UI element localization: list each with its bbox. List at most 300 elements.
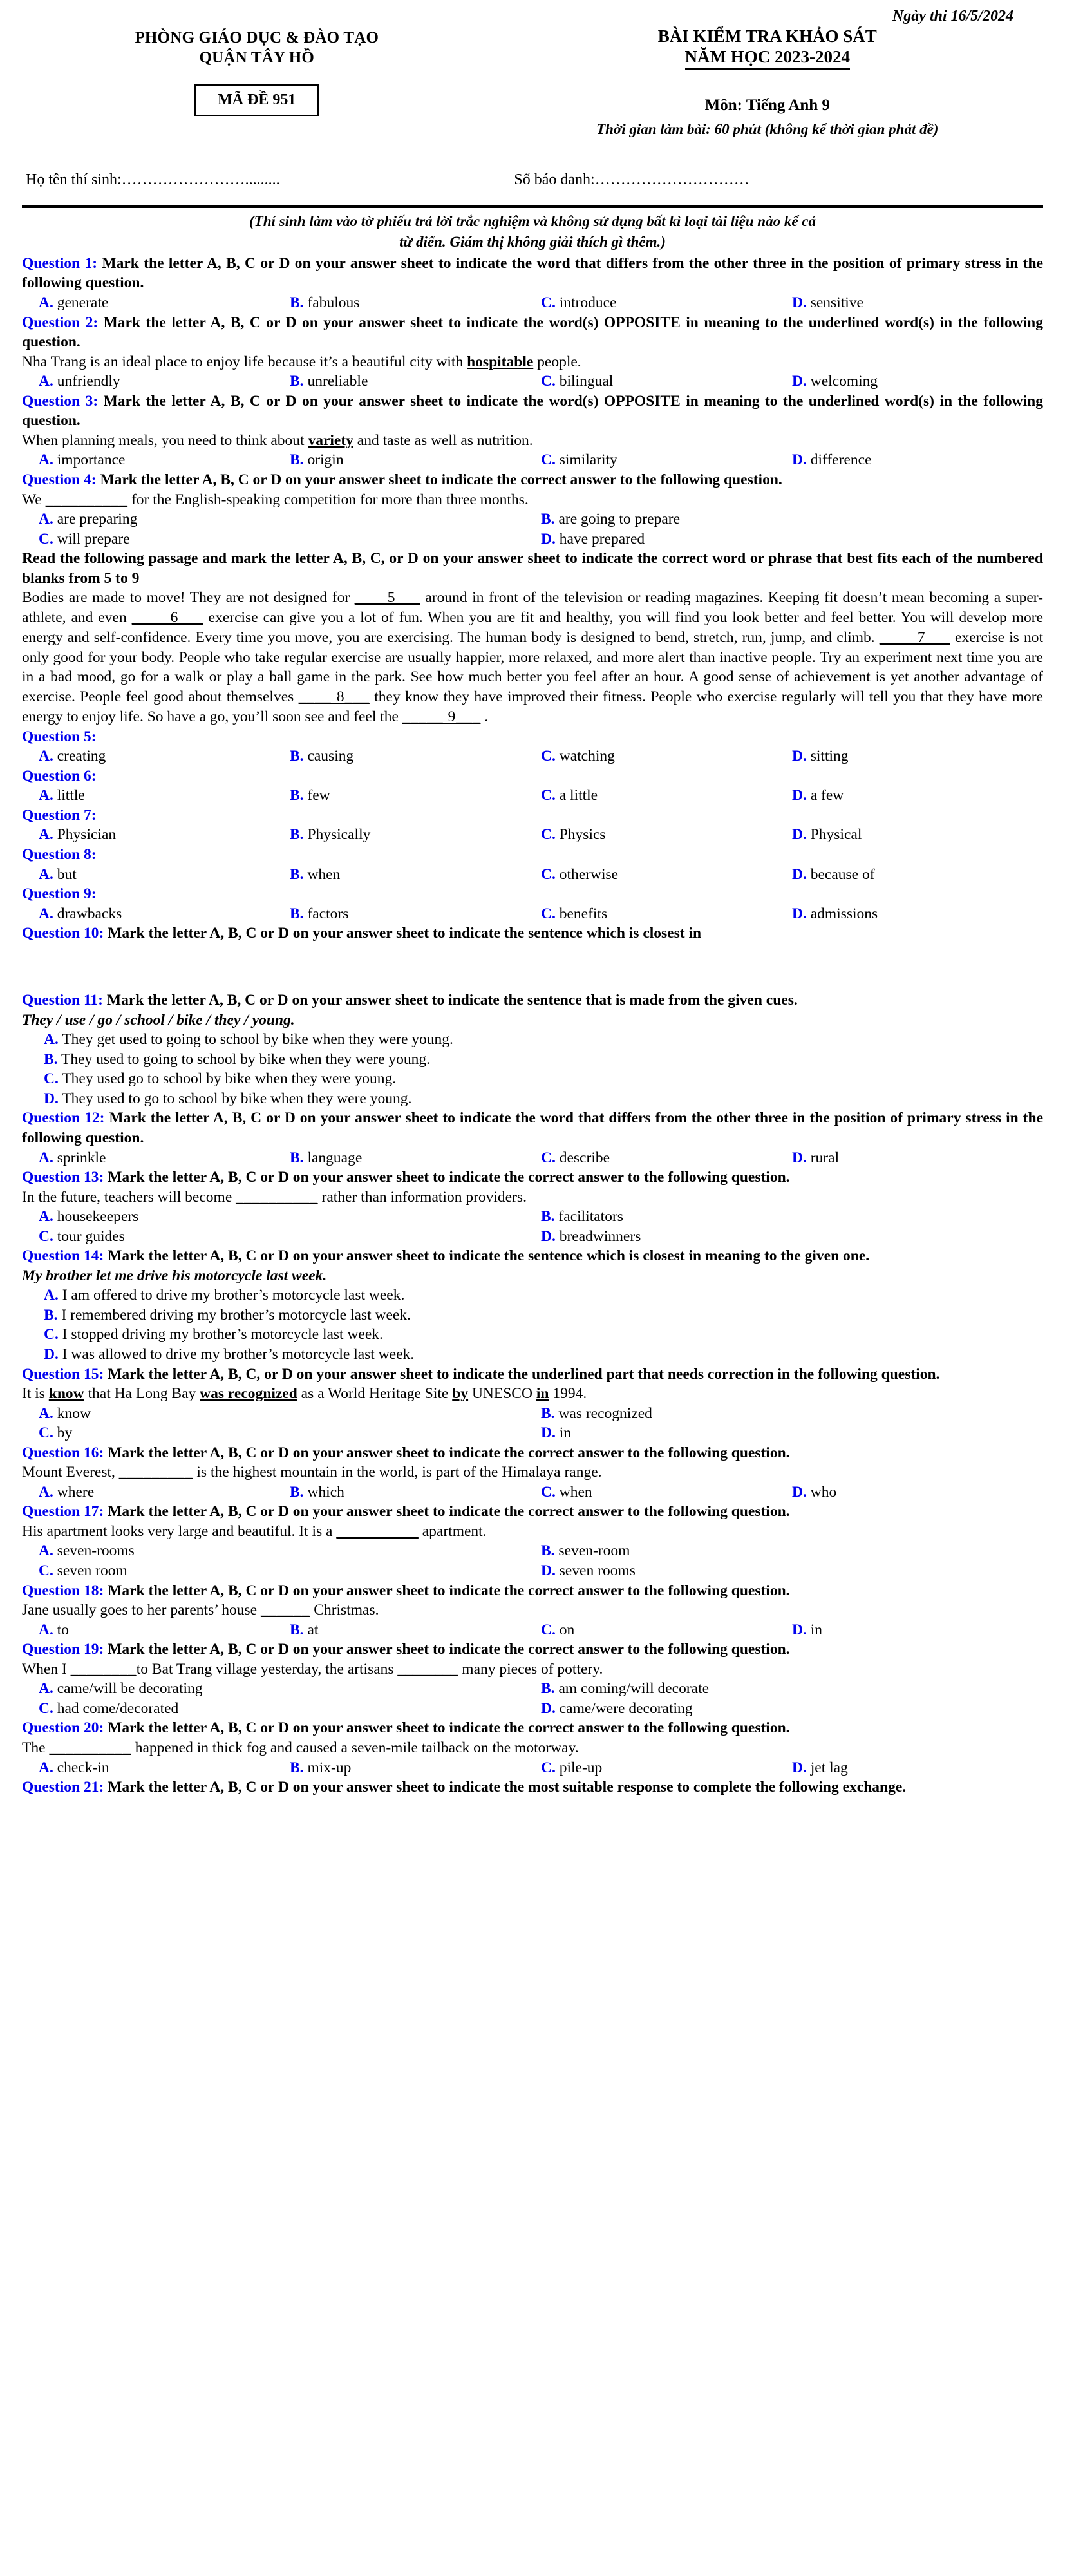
question-number: Question 19: bbox=[22, 1641, 104, 1658]
question-stem-text: Mark the letter A, B, C or D on your answer sheet to indicate the most suitable response to complete the following exchange. bbox=[108, 1779, 907, 1796]
option-text: causing bbox=[307, 748, 354, 765]
question-stem bbox=[22, 766, 1043, 786]
option-c[interactable] bbox=[39, 1423, 541, 1443]
option-a[interactable] bbox=[39, 450, 290, 470]
option-text: know bbox=[57, 1405, 91, 1422]
question-block bbox=[22, 923, 1043, 971]
option-text: where bbox=[57, 1483, 95, 1501]
option-text: sprinkle bbox=[57, 1149, 106, 1166]
option-letter: B. bbox=[290, 1759, 304, 1776]
option-b[interactable] bbox=[290, 746, 541, 766]
question-stem bbox=[22, 727, 1043, 747]
options-group bbox=[22, 1030, 1043, 1108]
option-c[interactable] bbox=[541, 865, 792, 885]
option-c[interactable] bbox=[541, 1620, 792, 1640]
option-b[interactable] bbox=[541, 1404, 1043, 1424]
option-letter: D. bbox=[541, 1562, 556, 1580]
exam-note-line-2: từ điển. Giám thị không giải thích gì thêm.) bbox=[399, 234, 666, 251]
option-d[interactable] bbox=[541, 1699, 1043, 1719]
options-group bbox=[22, 786, 1043, 806]
question-number: Question 15: bbox=[22, 1365, 104, 1383]
question-number: Question 14: bbox=[22, 1247, 104, 1265]
option-d[interactable] bbox=[792, 293, 1043, 313]
option-a[interactable] bbox=[39, 1148, 290, 1168]
question-stem bbox=[22, 1640, 1043, 1660]
option-c[interactable] bbox=[541, 372, 792, 392]
question-stem-text: Mark the letter A, B, C or D on your answer sheet to indicate the correct answer to the following question. bbox=[108, 1582, 790, 1599]
option-c[interactable] bbox=[541, 1482, 792, 1502]
option-letter: B. bbox=[44, 1050, 58, 1068]
option-text: admissions bbox=[810, 905, 878, 922]
underlined-part: know bbox=[48, 1385, 84, 1403]
question-sentence: It is know that Ha Long Bay was recognized as a World Heritage Site by UNESCO in 1994. bbox=[22, 1385, 587, 1403]
option-letter: B. bbox=[290, 1483, 304, 1501]
underlined-word: hospitable bbox=[467, 353, 534, 370]
option-text: language bbox=[307, 1149, 363, 1166]
reading-passage: Bodies are made to move! They are not designed for ____5___ around in front of the television or reading magazines. Keeping fit doesn’t mean becoming a super-athlete, and even ____ 6___ exercise can give you a lot of fun. When you are fit and healthy, you will find you look better and feel better. You will develop more energy and self-confidence. Every time you move, you are exercising. The human body is designed to bend, stretch, run, jump, and climb. ____ 7___ exercise is not only good for your body. People who take regular exercise are usually happier, more relaxed, and more alert than inactive people. Try an experiment next time you are in a bad mood, go for a walk or play a ball game in the park. See how much better you feel after an hour. A good sense of achievement is yet another advantage of exercise. People feel good about themselves ____ 8___ they know they have improved their fitness. People who exercise regularly will tell you that they have more energy to enjoy life. So have a go, you’ll soon see and feel the _____ 9___ . bbox=[22, 589, 1044, 725]
option-text: few bbox=[307, 787, 330, 804]
option-text: in bbox=[559, 1425, 572, 1442]
questions-container bbox=[22, 254, 1043, 1797]
option-letter: C. bbox=[541, 905, 556, 922]
option-text: had come/decorated bbox=[57, 1700, 179, 1717]
option-text: a few bbox=[810, 787, 844, 804]
question-number: Question 10: bbox=[22, 925, 104, 942]
option-a[interactable] bbox=[44, 1285, 1043, 1305]
question-stem-text: Mark the letter A, B, C or D on your answer sheet to indicate the word that differs from the other three in the position of primary stress in the following question. bbox=[22, 1110, 1044, 1146]
header-left-column bbox=[22, 12, 492, 116]
option-d[interactable] bbox=[792, 450, 1043, 470]
option-a[interactable] bbox=[39, 372, 290, 392]
option-letter: B. bbox=[541, 1208, 555, 1226]
question-sentence: Jane usually goes to her parents’ house ______ Christmas. bbox=[22, 1602, 379, 1619]
question-number: Question 7: bbox=[22, 806, 97, 824]
option-c[interactable] bbox=[541, 746, 792, 766]
option-letter: A. bbox=[39, 1621, 53, 1638]
option-text: creating bbox=[57, 748, 106, 765]
question-block bbox=[22, 884, 1043, 923]
option-letter: A. bbox=[39, 1680, 53, 1698]
question-stem bbox=[22, 1777, 1043, 1797]
options-group bbox=[22, 1148, 1043, 1168]
option-letter: B. bbox=[290, 1621, 304, 1638]
option-text: welcoming bbox=[810, 373, 878, 390]
option-text: I was allowed to drive my brother’s motorcycle last week. bbox=[62, 1346, 415, 1363]
option-text: a little bbox=[559, 787, 598, 804]
option-text: sensitive bbox=[810, 294, 863, 312]
candidate-id-field[interactable]: Số báo danh:………………………… bbox=[514, 171, 749, 188]
question-sentence: When planning meals, you need to think about variety and taste as well as nutrition. bbox=[22, 431, 533, 449]
option-letter: A. bbox=[39, 373, 53, 390]
option-text: fabulous bbox=[307, 294, 360, 312]
option-b[interactable] bbox=[541, 1541, 1043, 1561]
question-stem bbox=[22, 1168, 1043, 1188]
answer-blank: __________ bbox=[45, 491, 128, 508]
options-group bbox=[22, 1404, 1043, 1443]
option-text: breadwinners bbox=[559, 1227, 641, 1245]
option-letter: B. bbox=[290, 866, 304, 883]
option-letter: D. bbox=[792, 748, 807, 765]
question-stem bbox=[22, 470, 1043, 490]
question-stem bbox=[22, 1365, 1043, 1385]
option-d[interactable] bbox=[792, 904, 1043, 924]
option-letter: A. bbox=[39, 451, 53, 469]
option-a[interactable] bbox=[39, 825, 290, 845]
option-d[interactable] bbox=[792, 1482, 1043, 1502]
option-c[interactable] bbox=[39, 1699, 541, 1719]
option-letter: A. bbox=[39, 511, 53, 528]
option-b[interactable] bbox=[290, 904, 541, 924]
option-letter: A. bbox=[39, 1542, 53, 1560]
option-letter: B. bbox=[290, 373, 304, 390]
question-block bbox=[22, 1108, 1043, 1168]
option-text: by bbox=[57, 1425, 73, 1442]
option-c[interactable] bbox=[541, 293, 792, 313]
option-letter: C. bbox=[541, 787, 556, 804]
option-d[interactable] bbox=[541, 529, 1043, 549]
question-stem bbox=[22, 1718, 1043, 1738]
option-letter: C. bbox=[39, 1700, 53, 1717]
question-number: Question 8: bbox=[22, 846, 97, 863]
option-letter: C. bbox=[541, 451, 556, 469]
option-letter: A. bbox=[39, 826, 53, 844]
option-a[interactable] bbox=[39, 746, 290, 766]
option-d[interactable] bbox=[541, 1227, 1043, 1247]
underlined-word: variety bbox=[308, 431, 353, 449]
option-letter: B. bbox=[290, 451, 304, 469]
option-letter: C. bbox=[541, 748, 556, 765]
option-letter: D. bbox=[44, 1346, 59, 1363]
option-c[interactable] bbox=[39, 1561, 541, 1581]
question-block bbox=[22, 990, 1043, 1108]
options-group bbox=[22, 1758, 1043, 1778]
question-stem bbox=[22, 313, 1043, 352]
options-group bbox=[22, 746, 1043, 766]
option-letter: D. bbox=[541, 1227, 556, 1245]
question-cue: My brother let me drive his motorcycle last week. bbox=[22, 1267, 327, 1284]
option-text: bilingual bbox=[559, 373, 614, 390]
option-c[interactable] bbox=[541, 1148, 792, 1168]
option-text: facilitators bbox=[558, 1208, 623, 1226]
option-a[interactable] bbox=[39, 1482, 290, 1502]
option-letter: C. bbox=[541, 373, 556, 390]
question-stem-text: Mark the letter A, B, C or D on your answer sheet to indicate the correct answer to the following question. bbox=[108, 1503, 790, 1520]
option-letter: A. bbox=[39, 1483, 53, 1501]
option-b[interactable] bbox=[290, 372, 541, 392]
option-d[interactable] bbox=[792, 372, 1043, 392]
option-d[interactable] bbox=[792, 865, 1043, 885]
option-text: origin bbox=[307, 451, 344, 469]
option-c[interactable] bbox=[541, 450, 792, 470]
option-text: Physically bbox=[307, 826, 371, 844]
question-block bbox=[22, 392, 1043, 470]
option-text: came/will be decorating bbox=[57, 1680, 203, 1698]
option-text: seven room bbox=[57, 1562, 127, 1580]
option-text: are going to prepare bbox=[558, 511, 680, 528]
options-group bbox=[22, 865, 1043, 885]
answer-blank: __________ bbox=[336, 1522, 419, 1540]
option-b[interactable] bbox=[290, 293, 541, 313]
option-text: Physics bbox=[559, 826, 606, 844]
exam-date: Ngày thi 16/5/2024 bbox=[892, 8, 1013, 24]
option-text: importance bbox=[57, 451, 126, 469]
option-a[interactable] bbox=[39, 509, 541, 529]
question-stem bbox=[22, 392, 1043, 431]
question-stem bbox=[22, 254, 1043, 293]
option-text: seven-rooms bbox=[57, 1542, 135, 1560]
option-text: Physician bbox=[57, 826, 117, 844]
option-text: drawbacks bbox=[57, 905, 122, 922]
option-letter: C. bbox=[541, 294, 556, 312]
option-letter: C. bbox=[541, 1149, 556, 1166]
question-number: Question 11: bbox=[22, 992, 104, 1009]
option-d[interactable] bbox=[792, 746, 1043, 766]
option-c[interactable] bbox=[541, 786, 792, 806]
option-b[interactable] bbox=[290, 1482, 541, 1502]
option-d[interactable] bbox=[541, 1423, 1043, 1443]
option-a[interactable] bbox=[44, 1030, 1043, 1050]
answer-blank: __________ bbox=[49, 1739, 131, 1756]
option-text: seven-room bbox=[558, 1542, 630, 1560]
question-sentence: In the future, teachers will become __________ rather than information providers. bbox=[22, 1188, 527, 1206]
option-text: describe bbox=[559, 1149, 610, 1166]
question-sentence: Mount Everest, _________ is the highest mountain in the world, is part of the Himalaya range. bbox=[22, 1464, 602, 1481]
option-letter: B. bbox=[541, 1542, 555, 1560]
option-letter: B. bbox=[290, 826, 304, 844]
option-text: I remembered driving my brother’s motorcycle last week. bbox=[61, 1306, 411, 1323]
options-group bbox=[22, 1285, 1043, 1364]
option-a[interactable] bbox=[39, 865, 290, 885]
option-letter: D. bbox=[792, 787, 807, 804]
option-text: factors bbox=[307, 905, 349, 922]
department-line-2: QUẬN TÂY HỒ bbox=[199, 48, 315, 66]
question-stem bbox=[22, 806, 1043, 826]
option-b[interactable] bbox=[290, 865, 541, 885]
option-letter: D. bbox=[541, 1425, 556, 1442]
option-text: mix-up bbox=[307, 1759, 352, 1776]
option-text: generate bbox=[57, 294, 109, 312]
option-text: in bbox=[810, 1621, 823, 1638]
option-b[interactable] bbox=[290, 1758, 541, 1778]
option-c[interactable] bbox=[39, 1227, 541, 1247]
option-letter: C. bbox=[39, 530, 53, 547]
question-number: Question 9: bbox=[22, 886, 97, 903]
candidate-name-field[interactable]: Họ tên thí sinh:……………………......... bbox=[26, 171, 280, 188]
option-text: are preparing bbox=[57, 511, 138, 528]
question-number: Question 2: bbox=[22, 314, 99, 331]
option-d[interactable] bbox=[792, 825, 1043, 845]
option-letter: D. bbox=[792, 1759, 807, 1776]
header-divider bbox=[22, 205, 1043, 208]
option-letter: B. bbox=[290, 787, 304, 804]
question-block bbox=[22, 1502, 1043, 1580]
option-text: came/were decorating bbox=[559, 1700, 693, 1717]
option-letter: C. bbox=[541, 826, 556, 844]
option-text: They used to going to school by bike when they were young. bbox=[61, 1050, 431, 1068]
option-a[interactable] bbox=[39, 904, 290, 924]
option-text: have prepared bbox=[559, 530, 645, 547]
option-text: to bbox=[57, 1621, 70, 1638]
question-stem bbox=[22, 1108, 1043, 1148]
option-a[interactable] bbox=[39, 1207, 541, 1227]
option-text: on bbox=[559, 1621, 575, 1638]
option-text: check-in bbox=[57, 1759, 109, 1776]
question-stem-text: Mark the letter A, B, C or D on your answer sheet to indicate the word that differs from the other three in the position of primary stress in the following question. bbox=[22, 254, 1043, 292]
option-c[interactable] bbox=[44, 1325, 1043, 1345]
question-block bbox=[22, 766, 1043, 806]
option-a[interactable] bbox=[39, 293, 290, 313]
options-group bbox=[22, 509, 1043, 549]
passage-blank-8: ____ 8___ bbox=[298, 688, 370, 706]
option-d[interactable] bbox=[44, 1345, 1043, 1365]
question-sentence: When I ________to Bat Trang village yesterday, the artisans ________ many pieces of pottery. bbox=[22, 1660, 603, 1678]
option-c[interactable] bbox=[44, 1069, 1043, 1089]
reading-instruction: Read the following passage and mark the letter A, B, C, or D on your answer sheet to indicate the correct word or phrase that best fits each of the numbered blanks from 5 to 9 bbox=[22, 550, 1043, 587]
option-letter: B. bbox=[44, 1306, 58, 1323]
question-block bbox=[22, 470, 1043, 549]
option-d[interactable] bbox=[792, 1148, 1043, 1168]
option-a[interactable] bbox=[39, 1679, 541, 1699]
question-stem bbox=[22, 1443, 1043, 1463]
question-stem bbox=[22, 990, 1043, 1010]
exam-header bbox=[22, 8, 1043, 138]
answer-blank: ______ bbox=[260, 1602, 310, 1619]
option-text: I am offered to drive my brother’s motorcycle last week. bbox=[62, 1287, 405, 1304]
exam-duration: Thời gian làm bài: 60 phút (không kể thời gian phát đề) bbox=[596, 120, 939, 137]
option-text: jet lag bbox=[810, 1759, 848, 1776]
option-text: watching bbox=[559, 748, 615, 765]
option-letter: A. bbox=[39, 866, 53, 883]
option-letter: B. bbox=[541, 1680, 555, 1698]
option-c[interactable] bbox=[541, 825, 792, 845]
passage-blank-6: ____ 6___ bbox=[131, 609, 203, 627]
option-letter: C. bbox=[39, 1562, 53, 1580]
option-letter: A. bbox=[39, 787, 53, 804]
question-block bbox=[22, 727, 1043, 766]
option-d[interactable] bbox=[792, 1758, 1043, 1778]
option-d[interactable] bbox=[792, 786, 1043, 806]
option-b[interactable] bbox=[44, 1305, 1043, 1325]
question-stem-text: Mark the letter A, B, C or D on your answer sheet to indicate the correct answer to the following question. bbox=[100, 471, 782, 488]
option-a[interactable] bbox=[39, 786, 290, 806]
option-b[interactable] bbox=[44, 1050, 1043, 1070]
option-text: Physical bbox=[810, 826, 862, 844]
option-letter: C. bbox=[44, 1326, 59, 1343]
option-b[interactable] bbox=[541, 509, 1043, 529]
option-letter: C. bbox=[39, 1425, 53, 1442]
exam-title-line-2-wrapper bbox=[492, 46, 1043, 69]
option-b[interactable] bbox=[290, 1148, 541, 1168]
option-letter: C. bbox=[541, 1483, 556, 1501]
question-block bbox=[22, 1777, 1043, 1797]
option-b[interactable] bbox=[290, 1620, 541, 1640]
option-letter: B. bbox=[541, 1405, 555, 1422]
question-sentence: Nha Trang is an ideal place to enjoy life because it’s a beautiful city with hospitable people. bbox=[22, 353, 581, 370]
option-c[interactable] bbox=[39, 529, 541, 549]
option-b[interactable] bbox=[290, 825, 541, 845]
exam-code-box: MÃ ĐỀ 951 bbox=[194, 84, 319, 116]
option-c[interactable] bbox=[541, 1758, 792, 1778]
question-stem-text: Mark the letter A, B, C or D on your answer sheet to indicate the word(s) OPPOSITE in meaning to the underlined word(s) in the following question. bbox=[22, 392, 1043, 430]
question-block bbox=[22, 1443, 1043, 1502]
option-a[interactable] bbox=[39, 1541, 541, 1561]
passage-blank-7: ____ 7___ bbox=[879, 629, 950, 646]
option-text: I stopped driving my brother’s motorcycle last week. bbox=[62, 1326, 383, 1343]
question-stem-text: Mark the letter A, B, C or D on your answer sheet to indicate the correct answer to the following question. bbox=[108, 1444, 790, 1461]
option-letter: D. bbox=[792, 1621, 807, 1638]
option-letter: D. bbox=[541, 530, 556, 547]
option-a[interactable] bbox=[39, 1620, 290, 1640]
passage-blank-5: ____5___ bbox=[354, 589, 420, 607]
exam-title-line-1: BÀI KIỂM TRA KHẢO SÁT bbox=[657, 26, 877, 46]
option-d[interactable] bbox=[792, 1620, 1043, 1640]
question-stem bbox=[22, 884, 1043, 904]
option-letter: C. bbox=[39, 1227, 53, 1245]
options-group bbox=[22, 1207, 1043, 1246]
option-letter: A. bbox=[39, 748, 53, 765]
exam-note-line-1: (Thí sinh làm vào tờ phiếu trả lời trắc nghiệm và không sử dụng bất kì loại tài liệu nào kể cả bbox=[249, 213, 816, 229]
option-text: housekeepers bbox=[57, 1208, 139, 1226]
option-letter: C. bbox=[541, 1621, 556, 1638]
question-block bbox=[22, 1640, 1043, 1718]
option-text: when bbox=[307, 866, 341, 883]
option-text: will prepare bbox=[57, 530, 130, 547]
options-group bbox=[22, 1541, 1043, 1580]
option-text: seven rooms bbox=[559, 1562, 636, 1580]
option-text: which bbox=[307, 1483, 344, 1501]
question-sentence: His apartment looks very large and beautiful. It is a __________ apartment. bbox=[22, 1522, 487, 1540]
option-text: unfriendly bbox=[57, 373, 120, 390]
option-text: because of bbox=[810, 866, 875, 883]
option-letter: D. bbox=[792, 294, 807, 312]
option-b[interactable] bbox=[290, 450, 541, 470]
option-a[interactable] bbox=[39, 1404, 541, 1424]
options-group bbox=[22, 825, 1043, 845]
option-d[interactable] bbox=[541, 1561, 1043, 1581]
option-letter: A. bbox=[39, 1208, 53, 1226]
question-stem-text: Mark the letter A, B, C or D on your answer sheet to indicate the word(s) OPPOSITE in meaning to the underlined word(s) in the following question. bbox=[22, 314, 1043, 351]
option-d[interactable] bbox=[44, 1089, 1043, 1109]
option-c[interactable] bbox=[541, 904, 792, 924]
option-text: They used go to school by bike when they were young. bbox=[62, 1070, 397, 1088]
option-text: introduce bbox=[559, 294, 617, 312]
option-b[interactable] bbox=[541, 1679, 1043, 1699]
department-name bbox=[22, 28, 492, 68]
options-group bbox=[22, 372, 1043, 392]
option-b[interactable] bbox=[541, 1207, 1043, 1227]
question-sentence: The __________ happened in thick fog and caused a seven-mile tailback on the motorway. bbox=[22, 1739, 579, 1756]
option-letter: C. bbox=[541, 1759, 556, 1776]
question-number: Question 21: bbox=[22, 1779, 104, 1796]
question-block bbox=[22, 845, 1043, 884]
option-text: little bbox=[57, 787, 85, 804]
exam-title-line-2: NĂM HỌC 2023-2024 bbox=[685, 46, 850, 69]
option-letter: A. bbox=[39, 1759, 53, 1776]
option-text: benefits bbox=[559, 905, 608, 922]
question-block bbox=[22, 1246, 1043, 1364]
option-letter: B. bbox=[290, 748, 304, 765]
question-number: Question 12: bbox=[22, 1110, 105, 1127]
question-number: Question 3: bbox=[22, 392, 99, 410]
option-text: unreliable bbox=[307, 373, 368, 390]
options-group bbox=[22, 904, 1043, 924]
option-a[interactable] bbox=[39, 1758, 290, 1778]
underlined-part: by bbox=[452, 1385, 469, 1403]
options-group bbox=[22, 450, 1043, 470]
answer-blank: _________ bbox=[118, 1464, 193, 1481]
option-b[interactable] bbox=[290, 786, 541, 806]
exam-subject: Môn: Tiếng Anh 9 bbox=[704, 96, 830, 114]
